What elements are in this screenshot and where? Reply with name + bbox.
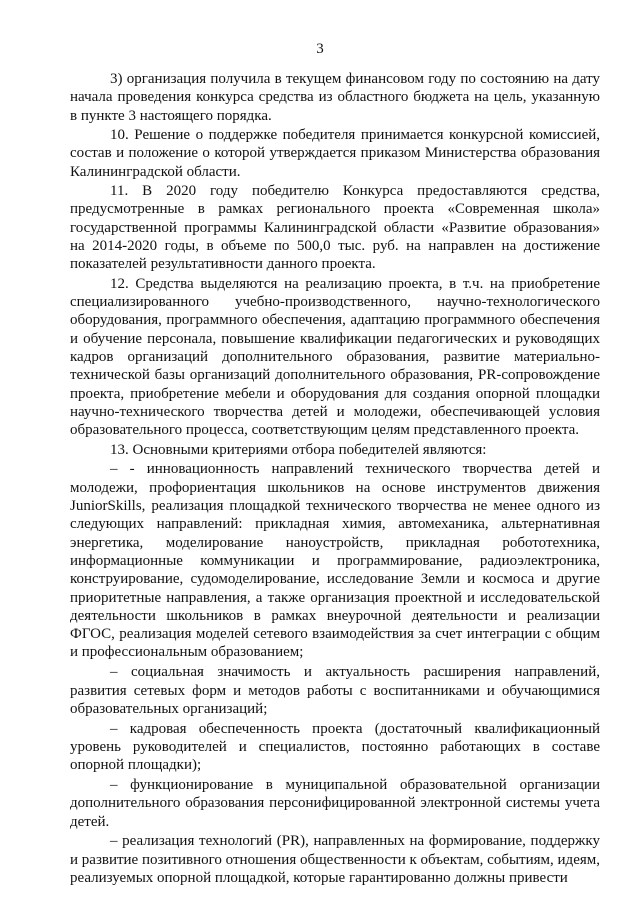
criterion-electronic-system: – функционирование в муниципальной образовательной организации дополнительного образования персонифицированной электронной системы учета детей. [70,777,600,830]
paragraph-12: 12. Средства выделяются на реализацию проекта, в т.ч. на приобретение специализированного учебно-производственного, научно-технологического оборудования, программного обеспечения, адаптацию программного обеспечения и обучение персонала, повышение квалификации педагогических и руководящих кадров организаций дополнительного образования, развитие материально-технической базы организаций дополнительного образования, PR-сопровождение проекта, приобретение мебели и оборудования для создания опорной площадки научно-технического творчества детей и молодежи, обеспечивающей условия образовательного процесса, соответствующим целям представленного проекта. [70,275,600,439]
document-body [70,70,600,889]
paragraph-13: 13. Основными критериями отбора победителей являются: [110,441,487,458]
paragraph-11: 11. В 2020 году победителю Конкурса предоставляются средства, предусмотренные в рамках регионального проекта «Современная школа» государственной программы Калининградской области «Развитие образования» на 2014-2020 годы, в объеме по 500,0 тыс. руб. на направлен на достижение показателей результативности данного проекта. [70,183,600,273]
criterion-social-significance: – социальная значимость и актуальность расширения направлений, развития сетевых форм и методов работы с воспитанниками и обучающимися образовательных организаций; [70,664,600,717]
page-number: 3 [316,41,324,57]
criterion-pr-technologies: – реализация технологий (PR), направленных на формирование, поддержку и развитие позитивного отношения общественности к объектам, событиям, идеям, реализуемых опорной площадкой, которые гарантированно должны привести [70,833,600,887]
criterion-innovation: – - инновационность направлений технического творчества детей и молодежи, профориентация школьников на основе инструментов движения JuniorSkills, реализация площадкой технического творчества не менее одного из следующих направлений: прикладная химия, автомеханика, альтернативная энергетика, моделирование наноустройств, прикладная робототехника, информационные коммуникации и программирование, радиоэлектроника, конструирование, судомоделирование, исследование Земли и космоса и другие приоритетные направления, а также организация проектной и исследовательской деятельности школьников в рамках внеурочной деятельности и реализации ФГОС, реализация моделей сетевого взаимодействия за счет интеграции с общим и профессиональным образованием; [70,461,600,661]
paragraph-10: 10. Решение о поддержке победителя принимается конкурсной комиссией, состав и положение о которой утверждается приказом Министерства образования Калининградской области. [70,127,600,180]
paragraph-item-3: 3) организация получила в текущем финансовом году по состоянию на дату начала проведения конкурса средства из областного бюджета на цель, указанную в пункте 3 настоящего порядка. [70,71,600,124]
criterion-staffing: – кадровая обеспеченность проекта (достаточный квалификационный уровень руководителей и специалистов, постоянно работающих в составе опорной площадки); [70,720,600,774]
